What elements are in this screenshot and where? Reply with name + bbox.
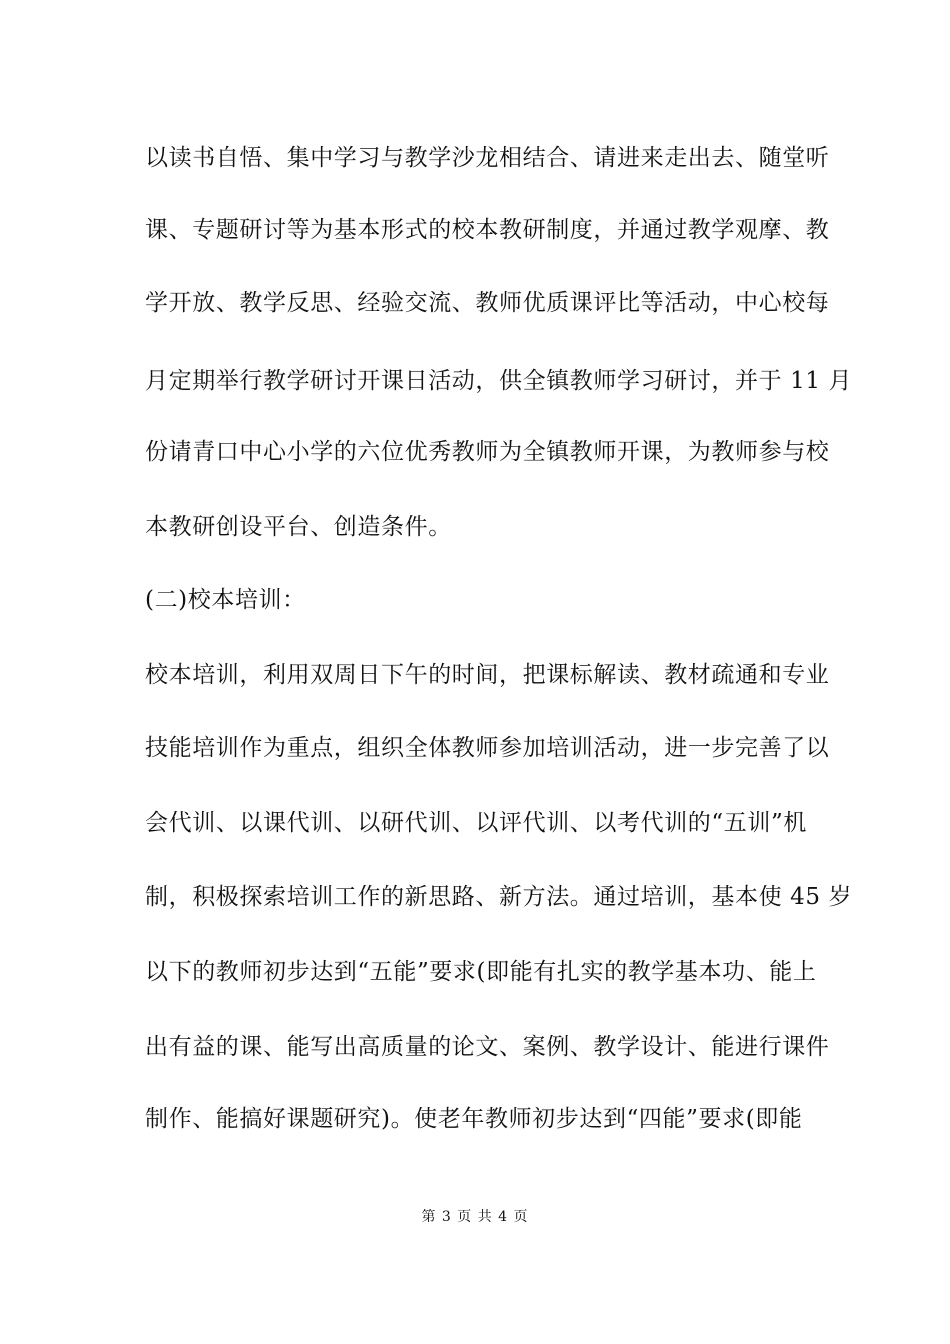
body-line-3: 学开放、教学反思、经验交流、教师优质课评比等活动，中心校每 — [145, 290, 830, 316]
section-heading: (二)校本培训： — [145, 587, 306, 613]
body-line-4: 月定期举行教学研讨开课日活动，供全镇教师学习研讨，并于 11 月 — [145, 368, 853, 394]
body-line-13: 出有益的课、能写出高质量的论文、案例、教学设计、能进行课件 — [145, 1034, 830, 1060]
body-line-9: 技能培训作为重点，组织全体教师参加培训活动，进一步完善了以 — [145, 735, 830, 761]
body-line-11: 制，积极探索培训工作的新思路、新方法。通过培训，基本使 45 岁 — [145, 884, 853, 910]
body-line-10: 会代训、以课代训、以研代训、以评代训、以考代训的“五训”机 — [145, 810, 807, 836]
page-number-footer: 第 3 页 共 4 页 — [421, 1209, 529, 1225]
body-line-8: 校本培训，利用双周日下午的时间，把课标解读、教材疏通和专业 — [145, 662, 830, 688]
body-line-12: 以下的教师初步达到“五能”要求(即能有扎实的教学基本功、能上 — [145, 959, 817, 985]
body-line-1: 以读书自悟、集中学习与教学沙龙相结合、请进来走出去、随堂听 — [145, 145, 830, 171]
body-line-2: 课、专题研讨等为基本形式的校本教研制度，并通过教学观摩、教 — [145, 217, 830, 243]
body-line-14: 制作、能搞好课题研究)。使老年教师初步达到“四能”要求(即能 — [145, 1106, 803, 1132]
body-line-5: 份请青口中心小学的六位优秀教师为全镇教师开课，为教师参与校 — [145, 439, 830, 465]
body-line-6: 本教研创设平台、创造条件。 — [145, 514, 452, 540]
